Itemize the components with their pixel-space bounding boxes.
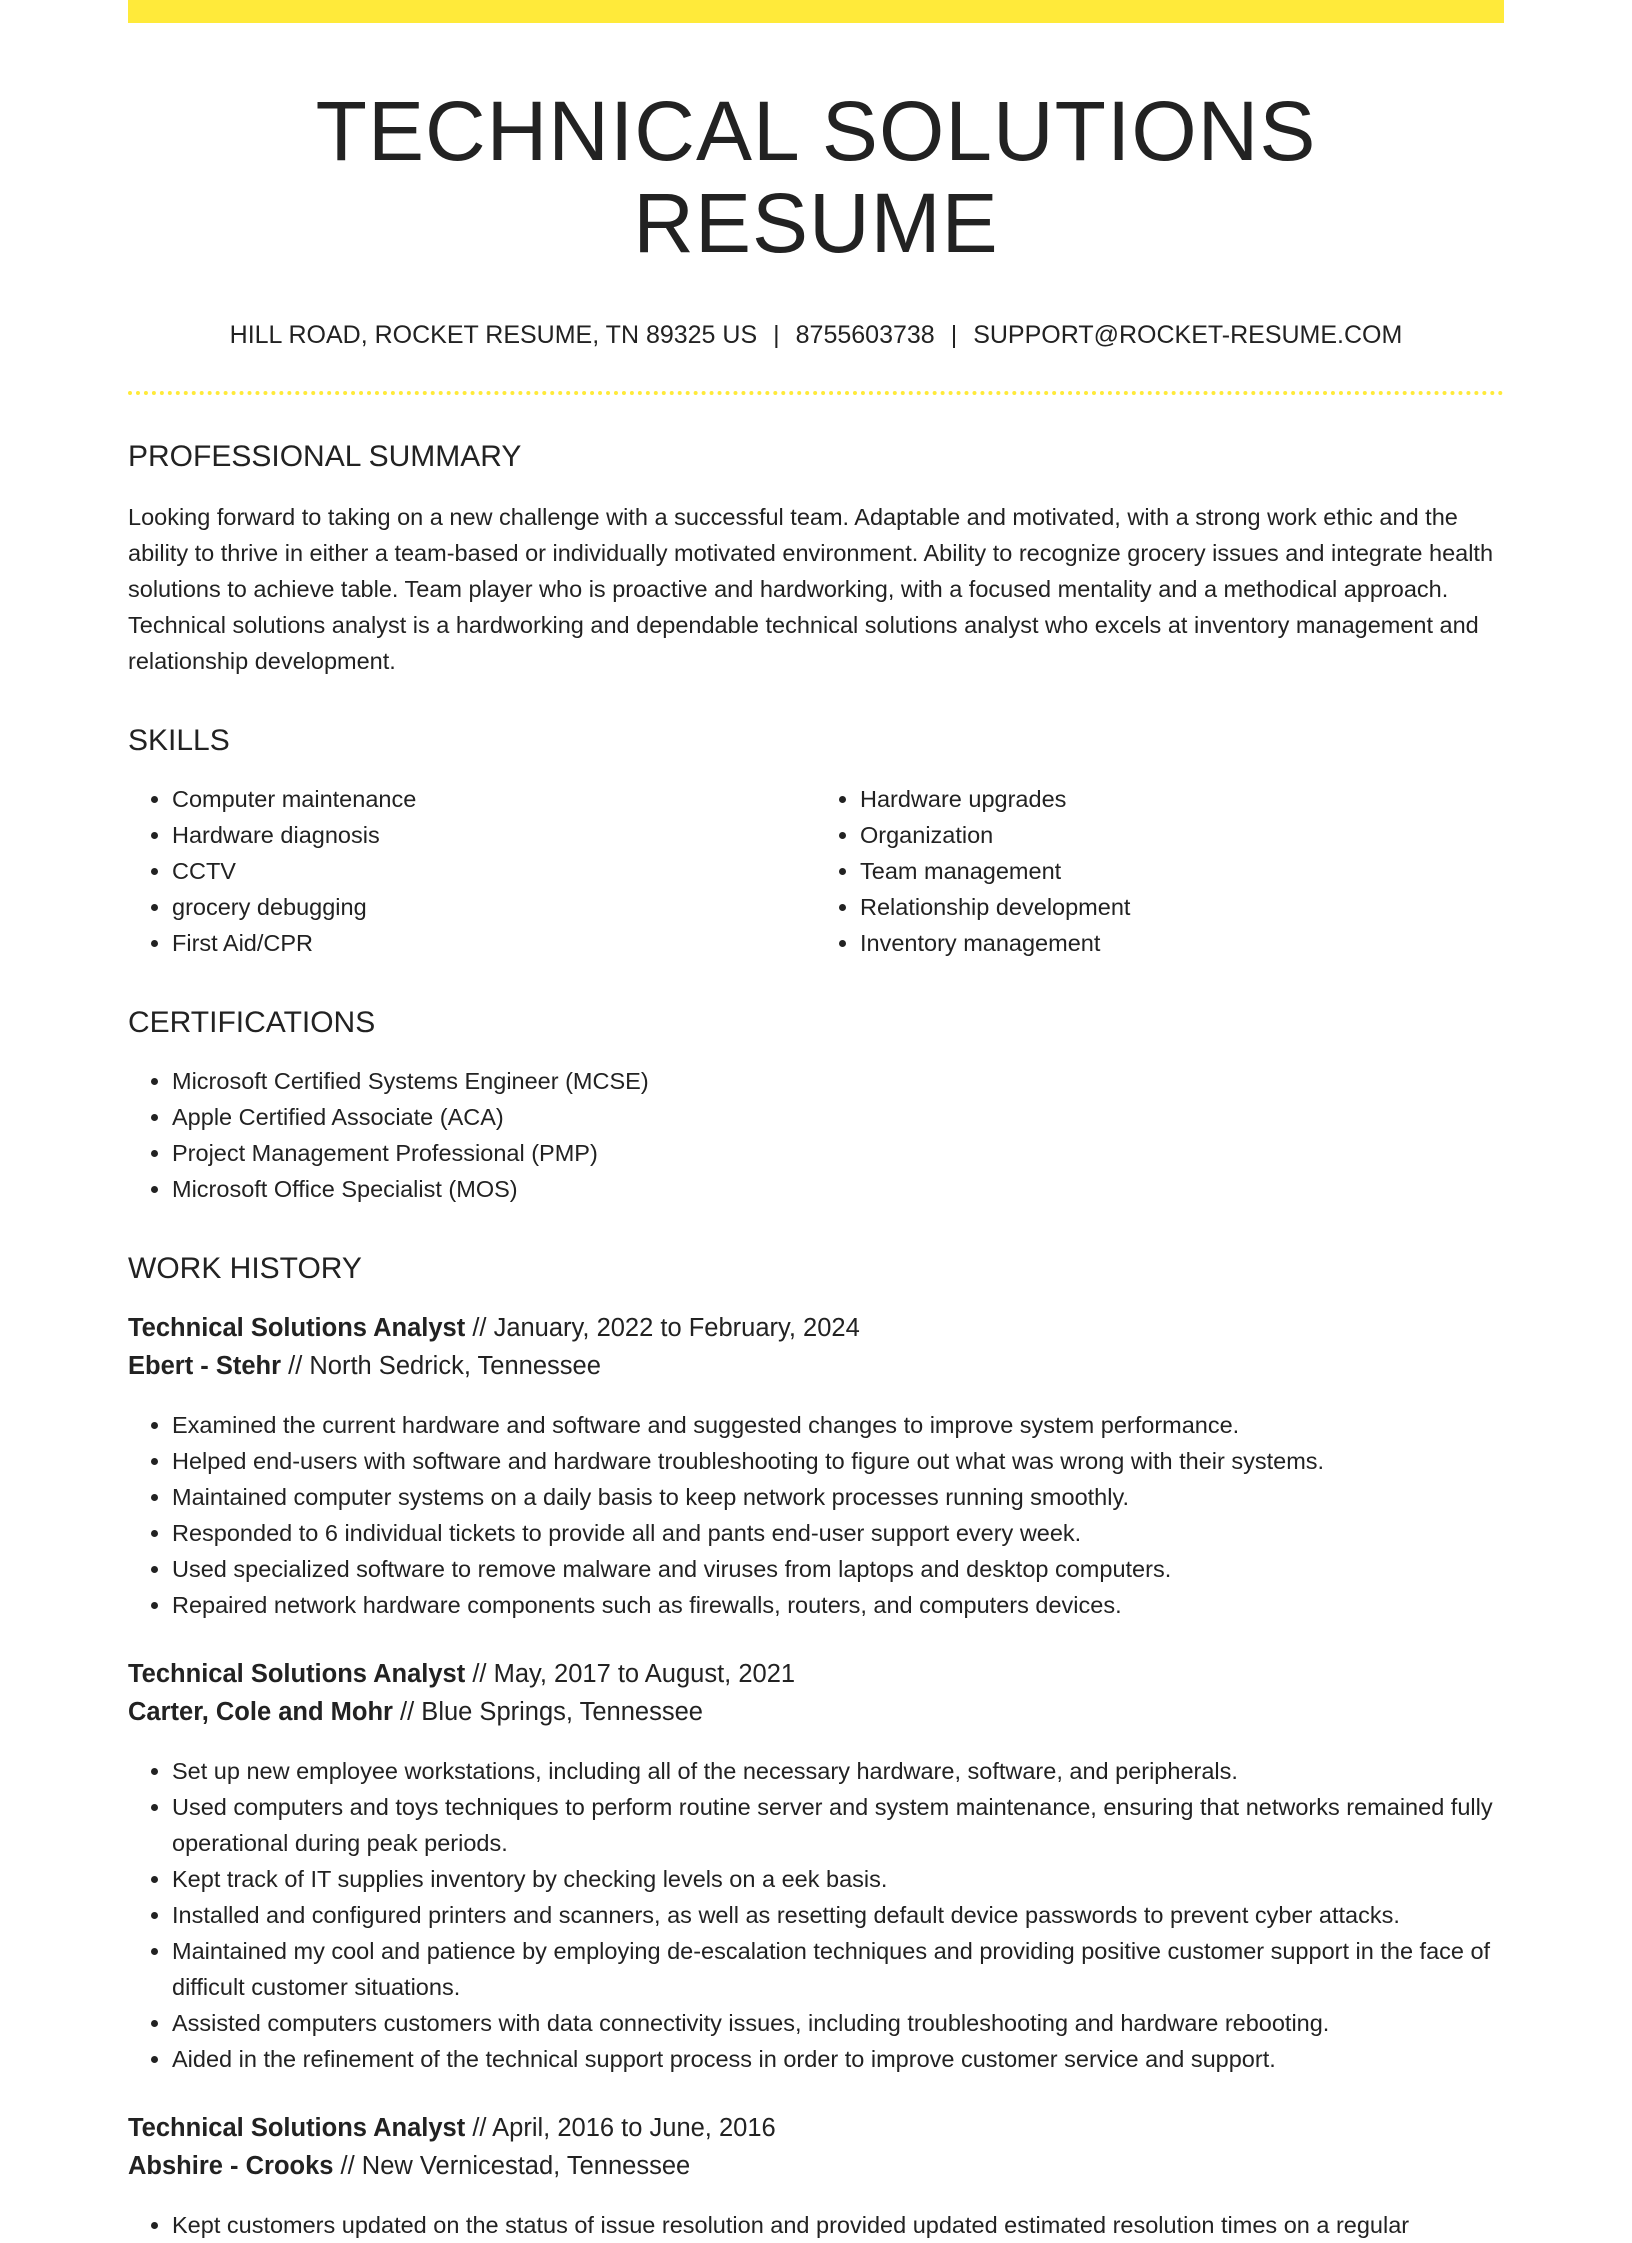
- job-duty-item: • Set up new employee workstations, including all of the necessary hardware, software, and peripherals.: [172, 1753, 1504, 1789]
- skills-columns: [128, 781, 1504, 961]
- job-duty-item: • Installed and configured printers and scanners, as well as resetting default device passwords to prevent cyber attacks.: [172, 1897, 1504, 1933]
- job-location: // North Sedrick, Tennessee: [281, 1351, 601, 1380]
- job-duty-item: • Used computers and toys techniques to perform routine server and system maintenance, ensuring that networks remained fully operational during peak periods.: [172, 1789, 1504, 1861]
- job-company: Carter, Cole and Mohr: [128, 1697, 393, 1726]
- job-title-line: [128, 1655, 1504, 1693]
- skills-list-right: [816, 781, 1504, 961]
- job-duty-item: • Examined the current hardware and software and suggested changes to improve system performance.: [172, 1407, 1504, 1443]
- certification-item: • Microsoft Certified Systems Engineer (MCSE): [172, 1063, 1504, 1099]
- job-duties-list: [128, 1407, 1504, 1623]
- job-dates: // May, 2017 to August, 2021: [465, 1659, 796, 1688]
- job-duties-list: [128, 2207, 1504, 2243]
- job-location: // Blue Springs, Tennessee: [392, 1697, 703, 1726]
- skill-item: • CCTV: [172, 853, 816, 889]
- job-duties-list: [128, 1753, 1504, 2077]
- header-divider: [128, 391, 1504, 395]
- contact-line: [128, 320, 1504, 350]
- job-duty-item: • Maintained computer systems on a daily basis to keep network processes running smoothly.: [172, 1479, 1504, 1515]
- job-duty-item: • Kept customers updated on the status of issue resolution and provided updated estimated resolution times on a regular: [172, 2207, 1504, 2243]
- certification-item: • Project Management Professional (PMP): [172, 1135, 1504, 1171]
- job-title: Technical Solutions Analyst: [128, 1659, 466, 1688]
- job-company-line: [128, 1693, 1504, 1731]
- job-duty-item: • Aided in the refinement of the technical support process in order to improve customer service and support.: [172, 2041, 1504, 2077]
- job-title-line: [128, 1309, 1504, 1347]
- contact-email: SUPPORT@ROCKET-RESUME.COM: [973, 320, 1403, 349]
- job-duty-item: • Repaired network hardware components such as firewalls, routers, and computers devices.: [172, 1587, 1504, 1623]
- resume-title: TECHNICAL SOLUTIONS RESUME: [315, 84, 1317, 271]
- work-history-heading: WORK HISTORY: [128, 1251, 362, 1285]
- skill-item: • Relationship development: [860, 889, 1504, 925]
- certifications-list: [128, 1063, 1504, 1207]
- contact-address: HILL ROAD, ROCKET RESUME, TN 89325 US: [229, 320, 758, 349]
- skills-heading: SKILLS: [128, 723, 230, 757]
- job-title: Technical Solutions Analyst: [128, 2113, 466, 2142]
- job-company-line: [128, 2147, 1504, 2185]
- job-duty-item: • Kept track of IT supplies inventory by checking levels on a eek basis.: [172, 1861, 1504, 1897]
- skill-item: • First Aid/CPR: [172, 925, 816, 961]
- job-company-line: [128, 1347, 1504, 1385]
- job-location: // New Vernicestad, Tennessee: [333, 2151, 691, 2180]
- skill-item: • grocery debugging: [172, 889, 816, 925]
- job-duty-item: • Maintained my cool and patience by employing de-escalation techniques and providing positive customer support in the face of difficult customer situations.: [172, 1933, 1504, 2005]
- skills-list-left: [128, 781, 816, 961]
- job-duty-item: • Responded to 6 individual tickets to provide all and pants end-user support every week.: [172, 1515, 1504, 1551]
- summary-heading: PROFESSIONAL SUMMARY: [128, 439, 522, 473]
- certifications-heading: CERTIFICATIONS: [128, 1005, 376, 1039]
- contact-separator: |: [773, 320, 780, 349]
- certification-item: • Microsoft Office Specialist (MOS): [172, 1171, 1504, 1207]
- job-duty-item: • Assisted computers customers with data connectivity issues, including troubleshooting and hardware rebooting.: [172, 2005, 1504, 2041]
- resume-content: [128, 0, 1504, 2243]
- job-title: Technical Solutions Analyst: [128, 1313, 466, 1342]
- job-duty-item: • Helped end-users with software and hardware troubleshooting to figure out what was wrong with their systems.: [172, 1443, 1504, 1479]
- certification-item: • Apple Certified Associate (ACA): [172, 1099, 1504, 1135]
- job-duty-item: • Used specialized software to remove malware and viruses from laptops and desktop computers.: [172, 1551, 1504, 1587]
- job-dates: // April, 2016 to June, 2016: [465, 2113, 776, 2142]
- job-dates: // January, 2022 to February, 2024: [465, 1313, 860, 1342]
- job-company: Ebert - Stehr: [128, 1351, 282, 1380]
- contact-separator: |: [950, 320, 958, 349]
- skill-item: • Team management: [860, 853, 1504, 889]
- skill-item: • Hardware upgrades: [860, 781, 1504, 817]
- contact-phone: 8755603738: [795, 320, 935, 349]
- summary-text: Looking forward to taking on a new challenge with a successful team. Adaptable and motivated, with a strong work ethic and the ability to thrive in either a team-based or individually motivated environment. Ability to recognize grocery issues and integrate health solutions to achieve table. Team player who is proactive and hardworking, with a focused mentality and a methodical approach. Technical solutions analyst is a hardworking and dependable technical solutions analyst who excels at inventory management and relationship development.: [128, 503, 1494, 674]
- skill-item: • Hardware diagnosis: [172, 817, 816, 853]
- skill-item: • Organization: [860, 817, 1504, 853]
- job-company: Abshire - Crooks: [128, 2151, 334, 2180]
- skill-item: • Computer maintenance: [172, 781, 816, 817]
- top-accent-bar: [128, 0, 1504, 23]
- job-title-line: [128, 2109, 1504, 2147]
- skill-item: • Inventory management: [860, 925, 1504, 961]
